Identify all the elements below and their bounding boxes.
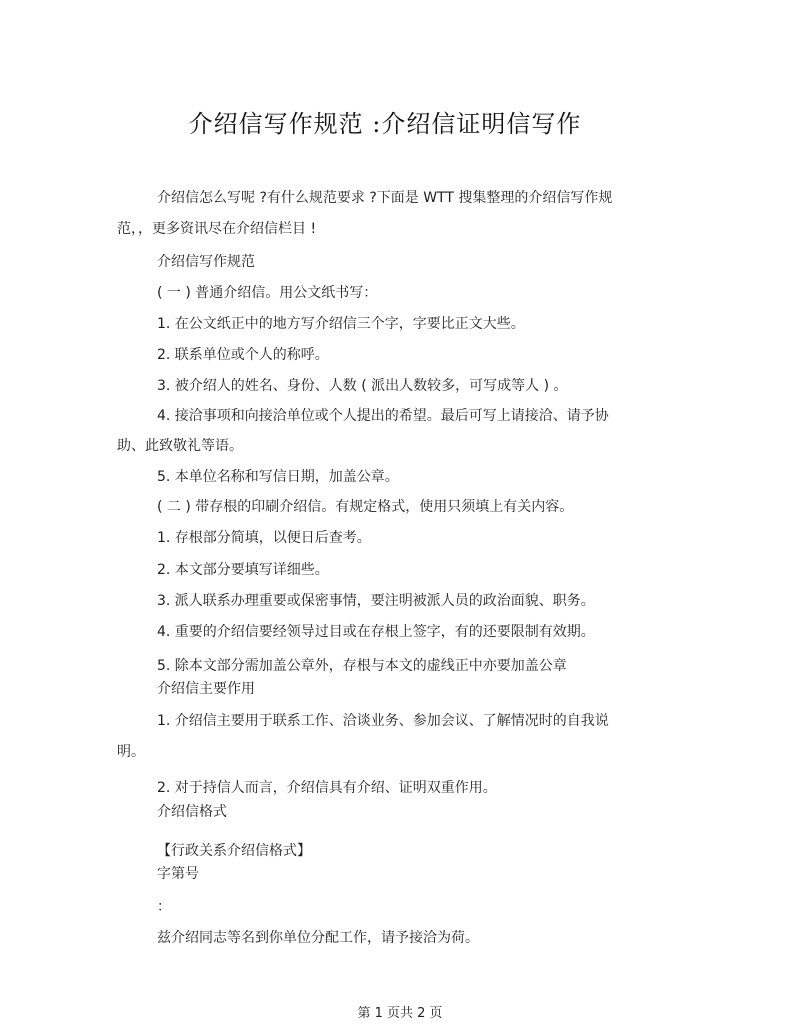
list-item: 5. 本单位名称和写信日期，加盖公章。 bbox=[157, 469, 399, 485]
list-item: 4. 重要的介绍信要经领导过目或在存根上签字，有的还要限制有效期。 bbox=[157, 624, 595, 640]
list-item-continuation: 助、此致敬礼等语。 bbox=[117, 438, 243, 454]
list-item: 1. 在公文纸正中的地方写介绍信三个字，字要比正文大些。 bbox=[157, 316, 525, 332]
list-item: 1. 介绍信主要用于联系工作、洽谈业务、参加会议、了解情况时的自我说 bbox=[157, 713, 609, 729]
paragraph-line: ( 一 ) 普通介绍信。用公文纸书写： bbox=[157, 285, 378, 301]
form-line: 兹介绍同志等名到你单位分配工作，请予接洽为荷。 bbox=[157, 930, 479, 946]
page-footer: 第 1 页共 2 页 bbox=[357, 1006, 443, 1021]
list-item: 2. 对于持信人而言，介绍信具有介绍、证明双重作用。 bbox=[157, 780, 497, 796]
section-heading: 介绍信格式 bbox=[157, 804, 227, 820]
document-title: 介绍信写作规范 :介绍信证明信写作 bbox=[188, 110, 582, 138]
list-item: 2. 联系单位或个人的称呼。 bbox=[157, 347, 329, 363]
paragraph-line: 范，，更多资讯尽在介绍信栏目 ! bbox=[117, 221, 317, 237]
paragraph-line: 介绍信怎么写呢 ?有什么规范要求 ?下面是 WTT 搜集整理的介绍信写作规 bbox=[157, 190, 613, 206]
list-item: 5. 除本文部分需加盖公章外，存根与本文的虚线正中亦要加盖公章 bbox=[157, 658, 567, 674]
section-heading: 介绍信主要作用 bbox=[157, 681, 255, 697]
list-item: 3. 被介绍人的姓名、身份、人数 ( 派出人数较多，可写成等人 ) 。 bbox=[157, 378, 568, 394]
subsection-heading: 【行政关系介绍信格式】 bbox=[157, 843, 311, 859]
form-line: 字第号 bbox=[157, 866, 199, 882]
list-item: 3. 派人联系办理重要或保密事情，要注明被派人员的政治面貌、职务。 bbox=[157, 593, 595, 609]
list-item: 2. 本文部分要填写详细些。 bbox=[157, 562, 329, 578]
list-item: 1. 存根部分简填，以便日后查考。 bbox=[157, 530, 371, 546]
paragraph-line: ( 二 ) 带存根的印刷介绍信。有规定格式，使用只须填上有关内容。 bbox=[157, 499, 574, 515]
list-item: 4. 接洽事项和向接洽单位或个人提出的希望。最后可写上请接洽、请予协 bbox=[157, 408, 609, 424]
form-line: ： bbox=[157, 899, 171, 915]
list-item-continuation: 明。 bbox=[117, 744, 145, 760]
section-heading: 介绍信写作规范 bbox=[157, 254, 255, 270]
